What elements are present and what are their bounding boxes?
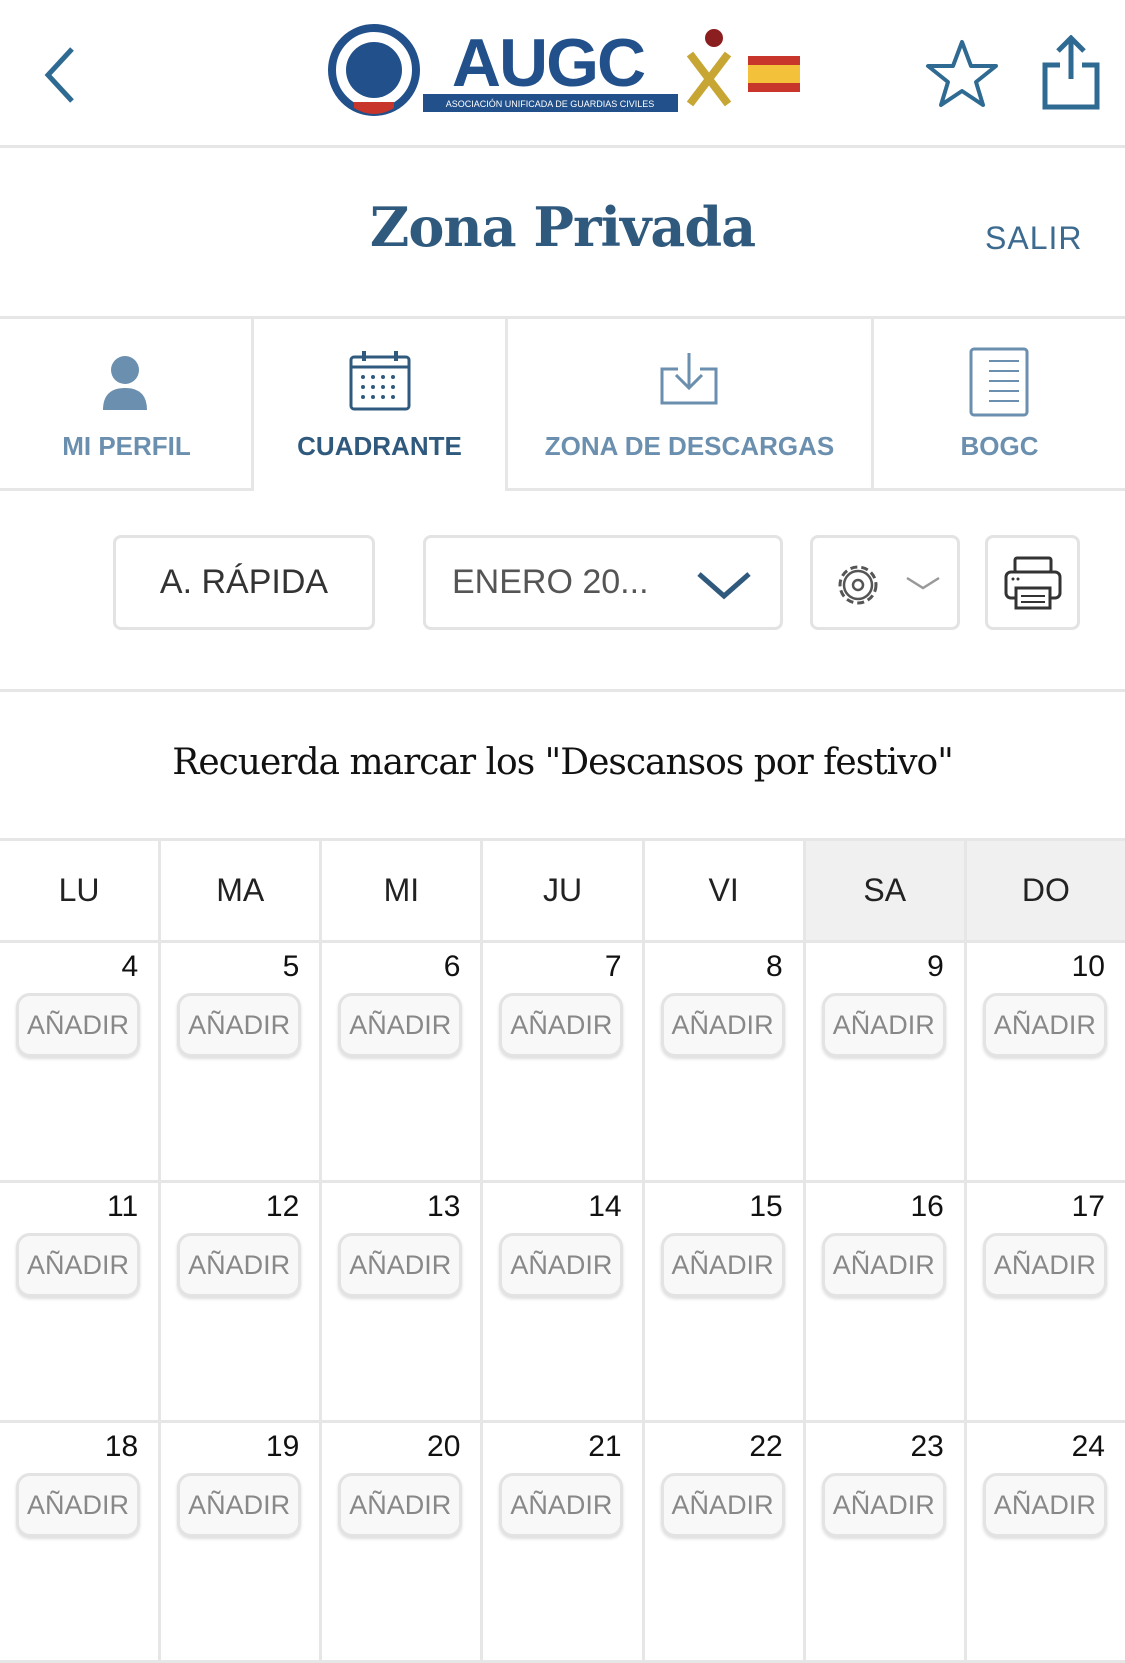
day-number: 7 xyxy=(604,950,622,983)
chevron-down-icon xyxy=(905,576,941,592)
day-number: 16 xyxy=(910,1190,944,1223)
add-label: AÑADIR xyxy=(832,1009,935,1040)
add-entry-button[interactable] xyxy=(177,993,301,1057)
weekday-label: MI xyxy=(322,841,483,940)
star-icon[interactable] xyxy=(925,38,999,108)
add-label: AÑADIR xyxy=(510,1249,613,1280)
day-number: 21 xyxy=(588,1430,622,1463)
day-cell[interactable] xyxy=(161,1423,322,1660)
tab-label: BOGC xyxy=(960,431,1039,461)
weekday-label: DO xyxy=(967,841,1125,940)
day-cell[interactable] xyxy=(483,943,644,1180)
add-label: AÑADIR xyxy=(349,1489,452,1520)
day-cell[interactable] xyxy=(0,943,161,1180)
weekday-header xyxy=(0,838,1125,943)
svg-text:ASOCIACIÓN UNIFICADA DE GUARDI: ASOCIACIÓN UNIFICADA DE GUARDIAS CIVILES xyxy=(445,99,655,109)
day-number: 15 xyxy=(749,1190,783,1223)
tab-bogc[interactable] xyxy=(874,319,1125,491)
add-label: AÑADIR xyxy=(349,1009,452,1040)
document-list-icon xyxy=(969,347,1031,419)
tab-label: ZONA DE DESCARGAS xyxy=(544,431,835,461)
day-number: 6 xyxy=(443,950,461,983)
day-cell[interactable] xyxy=(806,1183,967,1420)
weekday-label: JU xyxy=(483,841,644,940)
week-row xyxy=(0,943,1125,1183)
add-label: AÑADIR xyxy=(671,1249,774,1280)
tab-label: CUADRANTE xyxy=(297,431,462,461)
day-cell[interactable] xyxy=(483,1423,644,1660)
add-label: AÑADIR xyxy=(188,1009,291,1040)
day-number: 12 xyxy=(265,1190,300,1223)
add-label: AÑADIR xyxy=(510,1009,613,1040)
add-label: AÑADIR xyxy=(188,1489,291,1520)
reminder-text: Recuerda marcar los "Descansos por festivo" xyxy=(172,742,953,783)
day-cell[interactable] xyxy=(0,1183,161,1420)
add-entry-button[interactable] xyxy=(822,993,946,1057)
print-button[interactable] xyxy=(985,535,1080,630)
add-entry-button[interactable] xyxy=(177,1473,301,1537)
day-cell[interactable] xyxy=(967,1423,1125,1660)
add-label: AÑADIR xyxy=(993,1489,1096,1520)
add-entry-button[interactable] xyxy=(16,1473,140,1537)
add-entry-button[interactable] xyxy=(661,993,785,1057)
svg-text:AUGC: AUGC xyxy=(451,25,645,101)
add-entry-button[interactable] xyxy=(16,1233,140,1297)
add-entry-button[interactable] xyxy=(661,1233,785,1297)
tab-cuadrante[interactable] xyxy=(251,319,508,491)
add-entry-button[interactable] xyxy=(983,1473,1107,1537)
add-entry-button[interactable] xyxy=(338,1473,462,1537)
add-entry-button[interactable] xyxy=(338,993,462,1057)
weekday-label: VI xyxy=(645,841,806,940)
add-label: AÑADIR xyxy=(188,1249,291,1280)
day-cell[interactable] xyxy=(322,1423,483,1660)
day-cell[interactable] xyxy=(483,1183,644,1420)
day-number: 5 xyxy=(282,950,300,983)
day-number: 19 xyxy=(265,1430,300,1463)
add-label: AÑADIR xyxy=(832,1249,935,1280)
day-number: 10 xyxy=(1071,950,1105,983)
weekday-label: MA xyxy=(161,841,322,940)
user-icon xyxy=(101,354,149,414)
add-entry-button[interactable] xyxy=(499,1473,623,1537)
day-cell[interactable] xyxy=(967,943,1125,1180)
day-number: 24 xyxy=(1071,1430,1105,1463)
add-label: AÑADIR xyxy=(832,1489,935,1520)
add-entry-button[interactable] xyxy=(499,1233,623,1297)
day-cell[interactable] xyxy=(806,1423,967,1660)
day-number: 13 xyxy=(427,1190,461,1223)
add-entry-button[interactable] xyxy=(822,1473,946,1537)
add-label: AÑADIR xyxy=(26,1009,129,1040)
add-entry-button[interactable] xyxy=(822,1233,946,1297)
day-number: 22 xyxy=(749,1430,783,1463)
day-number: 14 xyxy=(588,1190,622,1223)
day-number: 11 xyxy=(106,1190,139,1223)
gear-icon xyxy=(828,555,888,615)
add-entry-button[interactable] xyxy=(983,993,1107,1057)
logout-link[interactable]: SALIR xyxy=(985,220,1083,256)
add-label: AÑADIR xyxy=(671,1489,774,1520)
day-number: 4 xyxy=(121,950,139,983)
weekday-label: SA xyxy=(806,841,967,940)
add-entry-button[interactable] xyxy=(499,993,623,1057)
calendar-icon xyxy=(348,349,412,413)
quick-add-button[interactable] xyxy=(113,535,375,630)
weekday-label: LU xyxy=(0,841,161,940)
add-entry-button[interactable] xyxy=(177,1233,301,1297)
page-title: Zona Privada xyxy=(369,195,756,259)
day-cell[interactable] xyxy=(161,1183,322,1420)
back-chevron-icon[interactable] xyxy=(42,45,82,105)
day-cell[interactable] xyxy=(322,943,483,1180)
add-label: AÑADIR xyxy=(510,1489,613,1520)
day-cell[interactable] xyxy=(645,943,806,1180)
divider xyxy=(0,689,1125,692)
add-entry-button[interactable] xyxy=(338,1233,462,1297)
tab-bar xyxy=(0,316,1125,488)
month-select[interactable] xyxy=(423,535,783,630)
day-cell[interactable] xyxy=(161,943,322,1180)
day-cell[interactable] xyxy=(645,1423,806,1660)
add-label: AÑADIR xyxy=(671,1009,774,1040)
tab-zona-descargas[interactable] xyxy=(508,319,874,491)
day-cell[interactable] xyxy=(322,1183,483,1420)
augc-logo xyxy=(328,24,808,119)
add-entry-button[interactable] xyxy=(661,1473,785,1537)
day-cell[interactable] xyxy=(645,1183,806,1420)
add-label: AÑADIR xyxy=(349,1249,452,1280)
printer-icon xyxy=(1003,555,1063,611)
day-number: 18 xyxy=(104,1430,139,1463)
day-cell[interactable] xyxy=(0,1423,161,1660)
week-row xyxy=(0,1423,1125,1663)
add-label: AÑADIR xyxy=(993,1249,1096,1280)
day-number: 17 xyxy=(1071,1190,1105,1223)
day-number: 8 xyxy=(766,950,783,983)
download-icon xyxy=(658,351,720,407)
week-row xyxy=(0,1183,1125,1423)
settings-dropdown-button[interactable] xyxy=(810,535,960,630)
add-label: AÑADIR xyxy=(26,1249,129,1280)
tab-label: MI PERFIL xyxy=(62,431,191,461)
add-entry-button[interactable] xyxy=(16,993,140,1057)
day-number: 9 xyxy=(927,950,944,983)
share-icon[interactable] xyxy=(1040,35,1102,111)
quick-add-label: A. RÁPIDA xyxy=(159,563,329,601)
month-value: ENERO 20... xyxy=(452,563,649,601)
add-label: AÑADIR xyxy=(993,1009,1096,1040)
add-entry-button[interactable] xyxy=(983,1233,1107,1297)
top-bar xyxy=(0,0,1125,148)
day-number: 20 xyxy=(427,1430,461,1463)
chevron-down-icon xyxy=(696,570,752,600)
add-label: AÑADIR xyxy=(26,1489,129,1520)
calendar-grid xyxy=(0,838,1125,1663)
tab-mi-perfil[interactable] xyxy=(0,319,253,491)
day-cell[interactable] xyxy=(967,1183,1125,1420)
day-cell[interactable] xyxy=(806,943,967,1180)
day-number: 23 xyxy=(910,1430,944,1463)
